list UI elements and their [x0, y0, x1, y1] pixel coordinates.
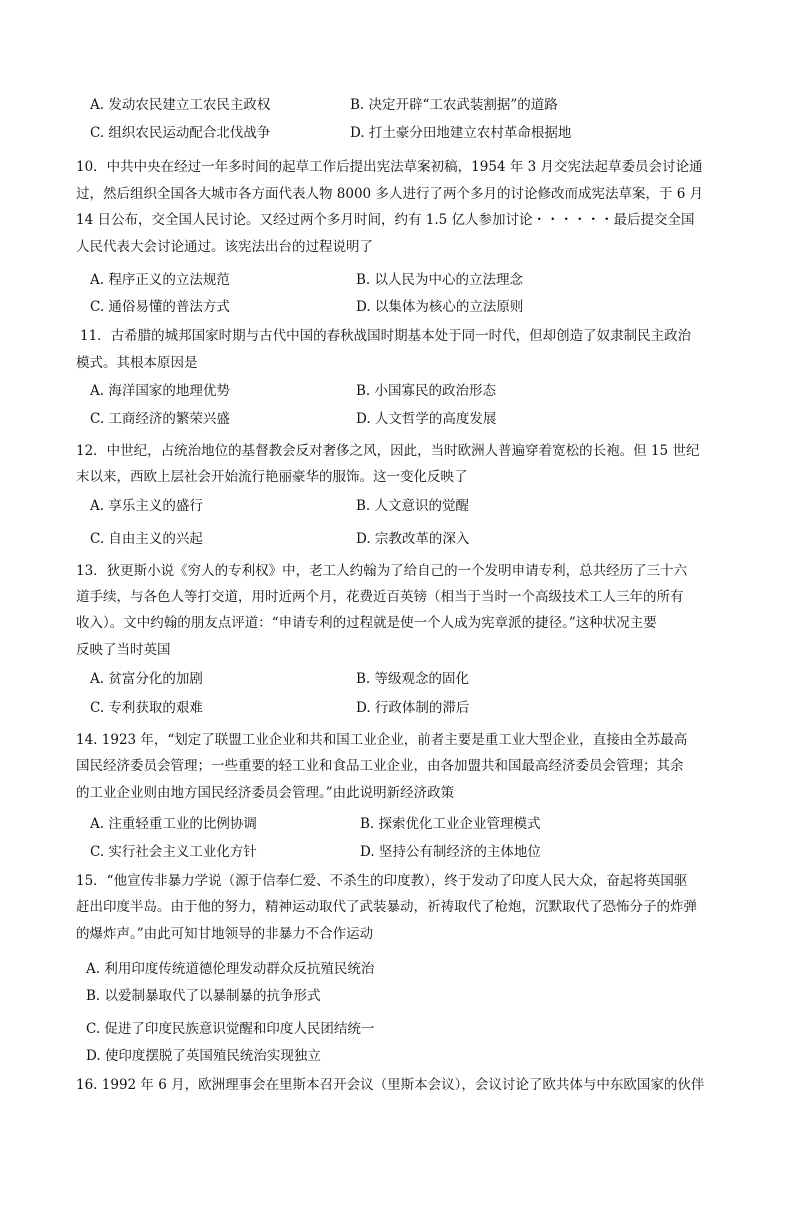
q14-option-d[interactable]: D. 坚持公有制经济的主体地位	[360, 844, 541, 860]
q14-option-b[interactable]: B. 探索优化工业企业管理模式	[360, 816, 541, 832]
q13-stem-line-4: 反映了当时英国	[76, 642, 171, 658]
q15-option-d[interactable]: D. 使印度摆脱了英国殖民统治实现独立	[86, 1048, 321, 1064]
q11-option-c[interactable]: C. 工商经济的繁荣兴盛	[90, 411, 230, 427]
q12-option-c[interactable]: C. 自由主义的兴起	[90, 531, 203, 547]
q12-stem-line-1: 12．中世纪，占统治地位的基督教会反对奢侈之风，因此，当时欧洲人普遍穿着宽松的长袍。但 15 世纪	[76, 443, 700, 459]
q10-option-c[interactable]: C. 通俗易懂的普法方式	[90, 299, 230, 315]
q9-option-b[interactable]: B. 决定开辟“工农武装割据”的道路	[350, 97, 558, 113]
q13-option-a[interactable]: A. 贫富分化的加剧	[90, 671, 203, 687]
q15-stem-line-1: 15．“他宣传非暴力学说（源于信奉仁爱、不杀生的印度教），终于发动了印度人民大众，奋起将英国驱	[76, 873, 688, 889]
q13-stem-line-1: 13．狄更斯小说《穷人的专利权》中，老工人约翰为了给自己的一个发明申请专利，总共经历了三十六	[76, 563, 688, 579]
q11-stem-line-2: 模式。其根本原因是	[76, 355, 198, 371]
q10-stem-line-3: 14 日公布，交全国人民讨论。又经过两个多月时间，约有 1.5 亿人参加讨论・・・・・・最后提交全国	[76, 212, 695, 228]
q9-option-d[interactable]: D. 打土豪分田地建立农村革命根据地	[350, 125, 572, 141]
q9-option-a[interactable]: A. 发动农民建立工农民主政权	[90, 97, 271, 113]
q10-option-b[interactable]: B. 以人民为中心的立法理念	[356, 272, 524, 288]
q10-option-a[interactable]: A. 程序正义的立法规范	[90, 272, 230, 288]
q14-stem-line-1: 14. 1923 年，“划定了联盟工业企业和共和国工业企业，前者主要是重工业大型企业，直接由全苏最高	[76, 732, 688, 748]
q12-stem-line-2: 末以来，西欧上层社会开始流行艳丽豪华的服饰。这一变化反映了	[76, 469, 468, 485]
q15-stem-line-3: 的爆炸声。”由此可知甘地领导的非暴力不合作运动	[76, 926, 374, 942]
q12-option-b[interactable]: B. 人文意识的觉醒	[356, 498, 470, 514]
q13-option-d[interactable]: D. 行政体制的滞后	[356, 700, 470, 716]
q14-stem-line-2: 国民经济委员会管理；一些重要的轻工业和食品工业企业，由各加盟共和国最高经济委员会管理；其余	[76, 758, 684, 774]
q11-option-b[interactable]: B. 小国寡民的政治形态	[356, 383, 497, 399]
q13-option-c[interactable]: C. 专利获取的艰难	[90, 700, 203, 716]
q16-stem-line-1: 16. 1992 年 6 月，欧洲理事会在里斯本召开会议（里斯本会议），会议讨论了欧共体与中东欧国家的伙伴	[76, 1077, 705, 1093]
q12-option-a[interactable]: A. 享乐主义的盛行	[90, 498, 203, 514]
q11-option-a[interactable]: A. 海洋国家的地理优势	[90, 383, 230, 399]
q15-option-a[interactable]: A. 利用印度传统道德伦理发动群众反抗殖民统治	[86, 961, 375, 977]
q15-stem-line-2: 赶出印度半岛。由于他的努力，精神运动取代了武装暴动，祈祷取代了枪炮，沉默取代了恐怖分子的炸弹	[76, 899, 697, 915]
q11-option-d[interactable]: D. 人文哲学的高度发展	[356, 411, 497, 427]
q10-stem-line-1: 10．中共中央在经过一年多时间的起草工作后提出宪法草案初稿，1954 年 3 月交宪法起草委员会讨论通	[76, 159, 703, 175]
q12-option-d[interactable]: D. 宗教改革的深入	[356, 531, 470, 547]
q11-stem-line-1: 11．古希腊的城邦国家时期与古代中国的春秋战国时期基本处于同一时代，但却创造了奴隶制民主政治	[80, 328, 692, 344]
q14-stem-line-3: 的工业企业则由地方国民经济委员会管理。”由此说明新经济政策	[76, 785, 455, 801]
q14-option-c[interactable]: C. 实行社会主义工业化方针	[90, 844, 257, 860]
q13-stem-line-2: 道手续，与各色人等打交道，用时近两个月，花费近百英镑（相当于当时一个高级技术工人三年的所有	[76, 589, 684, 605]
q15-option-b[interactable]: B. 以爱制暴取代了以暴制暴的抗争形式	[86, 988, 321, 1004]
q10-stem-line-2: 过，然后组织全国各大城市各方面代表人物 8000 多人进行了两个多月的讨论修改而成宪法草案，于 6 月	[76, 186, 704, 202]
q10-option-d[interactable]: D. 以集体为核心的立法原则	[356, 299, 524, 315]
q9-option-c[interactable]: C. 组织农民运动配合北伐战争	[90, 125, 271, 141]
q13-option-b[interactable]: B. 等级观念的固化	[356, 671, 470, 687]
q15-option-c[interactable]: C. 促进了印度民族意识觉醒和印度人民团结统一	[86, 1021, 375, 1037]
q10-stem-line-4: 人民代表大会讨论通过。该宪法出台的过程说明了	[76, 239, 373, 255]
q14-option-a[interactable]: A. 注重轻重工业的比例协调	[90, 816, 257, 832]
q13-stem-line-3: 收入）。文中约翰的朋友点评道：“申请专利的过程就是使一个人成为宪章派的捷径。”这种状况主要	[76, 615, 657, 631]
